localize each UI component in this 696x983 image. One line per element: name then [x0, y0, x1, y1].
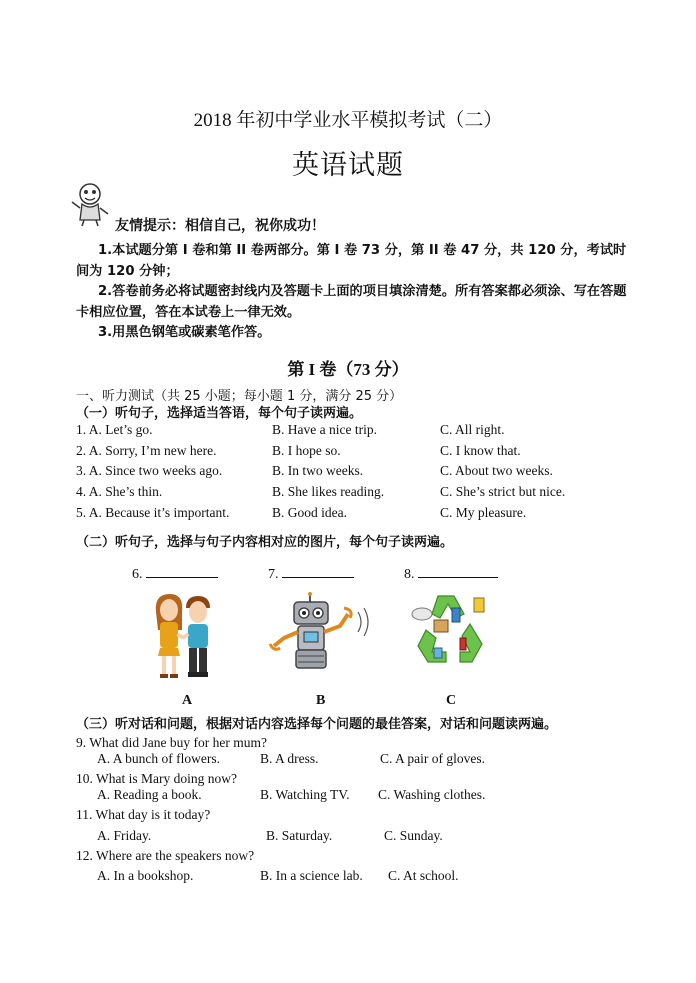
sub2-heading: （二）听句子，选择与句子内容相对应的图片，每个句子读两遍。 — [76, 535, 454, 550]
q9-option-b: B. A dress. — [260, 751, 319, 766]
q11-option-a: A. Friday. — [97, 828, 152, 843]
q11-question: 11. What day is it today? — [76, 807, 211, 822]
q9-question: 9. What did Jane buy for her mum? — [76, 735, 267, 750]
q1-option-c: C. All right. — [440, 422, 505, 437]
q12-option-b: B. In a science lab. — [260, 868, 363, 883]
q4-option-a: 4. A. She’s thin. — [76, 484, 163, 499]
q12-question: 12. Where are the speakers now? — [76, 848, 255, 863]
blank-6 — [132, 563, 218, 583]
q5-option-a: 5. A. Because it’s important. — [76, 505, 230, 520]
picture-label-b: B — [316, 693, 326, 708]
q2-option-c: C. I know that. — [440, 443, 521, 458]
blank-7-number: 7. — [268, 567, 279, 582]
q11-option-c: C. Sunday. — [384, 828, 443, 843]
q10-option-a: A. Reading a book. — [97, 787, 202, 802]
blank-8-number: 8. — [404, 567, 415, 582]
blank-6-line[interactable] — [146, 563, 218, 578]
two-children-icon — [148, 590, 218, 682]
picture-label-a: A — [182, 693, 193, 708]
q2-option-a: 2. A. Sorry, I’m new here. — [76, 443, 217, 458]
instruction-1: 1.本试题分第 I 卷和第 II 卷两部分。第 I 卷 73 分，第 II 卷 47 分，共 120 分，考试时间为 120 分钟； — [76, 243, 627, 279]
picture-label-c: C — [446, 693, 457, 708]
exam-subtitle: 英语试题 — [292, 150, 404, 181]
q9-option-c: C. A pair of gloves. — [380, 751, 485, 766]
tips-heading: 友情提示：相信自己，祝你成功！ — [115, 218, 325, 234]
q4-option-c: C. She’s strict but nice. — [440, 484, 566, 499]
blank-8-line[interactable] — [418, 563, 498, 578]
q10-option-b: B. Watching TV. — [260, 787, 350, 802]
q3-option-b: B. In two weeks. — [272, 463, 364, 478]
blank-8 — [404, 563, 498, 583]
q11-option-b: B. Saturday. — [266, 828, 333, 843]
q4-option-b: B. She likes reading. — [272, 484, 385, 499]
blank-6-number: 6. — [132, 567, 143, 582]
instruction-2: 2.答卷前务必将试题密封线内及答题卡上面的项目填涂清楚。所有答案都必须涂、写在答题卡相应位置，答在本试卷上一律无效。 — [76, 284, 627, 320]
sub3-heading: （三）听对话和问题，根据对话内容选择每个问题的最佳答案，对话和问题读两遍。 — [76, 717, 558, 732]
q2-option-b: B. I hope so. — [272, 443, 341, 458]
q10-question: 10. What is Mary doing now? — [76, 771, 237, 786]
mascot-icon — [70, 180, 112, 228]
q12-option-c: C. At school. — [388, 868, 459, 883]
q12-option-a: A. In a bookshop. — [97, 868, 194, 883]
q5-option-b: B. Good idea. — [272, 505, 347, 520]
robot-icon — [268, 592, 374, 674]
instructions — [76, 241, 628, 344]
q1-option-a: 1. A. Let’s go. — [76, 422, 153, 437]
q10-option-c: C. Washing clothes. — [378, 787, 486, 802]
instruction-3: 3.用黑色钢笔或碳素笔作答。 — [98, 325, 271, 340]
blank-7-line[interactable] — [282, 563, 354, 578]
q9-option-a: A. A bunch of flowers. — [97, 751, 220, 766]
q1-option-b: B. Have a nice trip. — [272, 422, 377, 437]
q3-option-c: C. About two weeks. — [440, 463, 553, 478]
q3-option-a: 3. A. Since two weeks ago. — [76, 463, 223, 478]
q5-option-c: C. My pleasure. — [440, 505, 527, 520]
recycling-icon — [398, 590, 492, 674]
part1-title: 第 I 卷（73 分） — [287, 360, 409, 379]
blank-7 — [268, 563, 354, 583]
exam-title: 2018 年初中学业水平模拟考试（二） — [193, 110, 503, 131]
section-heading: 一、听力测试（共 25 小题；每小题 1 分，满分 25 分） — [76, 389, 403, 404]
sub1-heading: （一）听句子，选择适当答语，每个句子读两遍。 — [76, 406, 363, 421]
